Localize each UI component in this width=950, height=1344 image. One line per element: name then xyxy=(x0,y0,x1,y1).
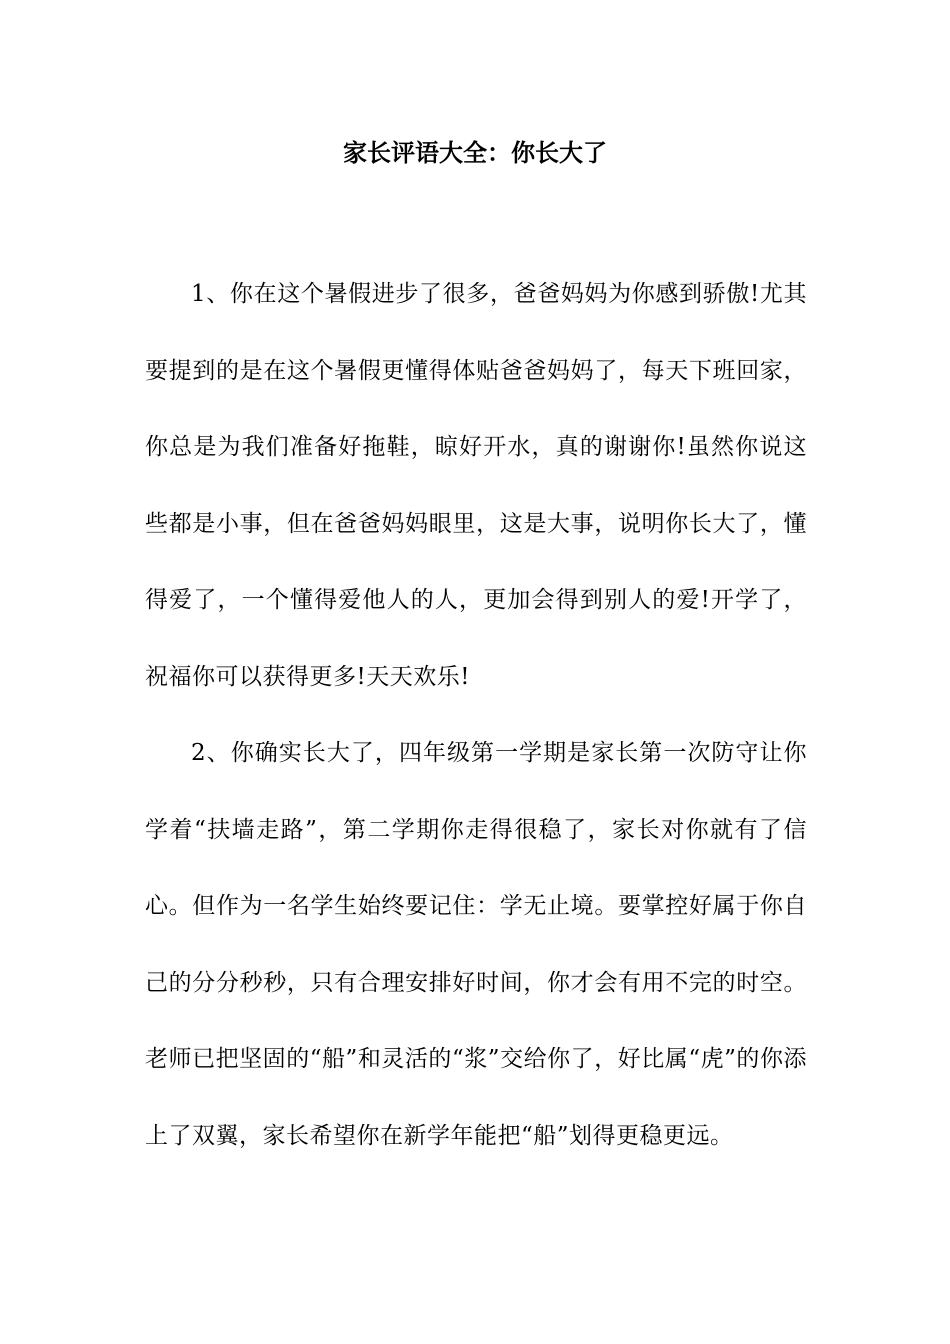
paragraph-1: 1、你在这个暑假进步了很多，爸爸妈妈为你感到骄傲!尤其要提到的是在这个暑假更懂得体贴爸爸妈妈了，每天下班回家，你总是为我们准备好拖鞋，晾好开水，真的谢谢你!虽然你说这些都是小事，但在爸爸妈妈眼里，这是大事，说明你长大了，懂得爱了，一个懂得爱他人的人，更加会得到别人的爱!开学了，祝福你可以获得更多!天天欢乐! xyxy=(145,281,807,690)
document-body xyxy=(145,256,807,1174)
paragraph-2: 2、你确实长大了，四年级第一学期是家长第一次防守让你学着“扶墙走路”，第二学期你走得很稳了，家长对你就有了信心。但作为一名学生始终要记住：学无止境。要掌控好属于你自己的分分秒秒，只有合理安排好时间，你才会有用不完的时空。老师已把坚固的“船”和灵活的“浆”交给你了，好比属“虎”的你添上了双翼，家长希望你在新学年能把“船”划得更稳更远。 xyxy=(145,740,807,1149)
document-title: 家长评语大全：你长大了 xyxy=(343,139,607,167)
